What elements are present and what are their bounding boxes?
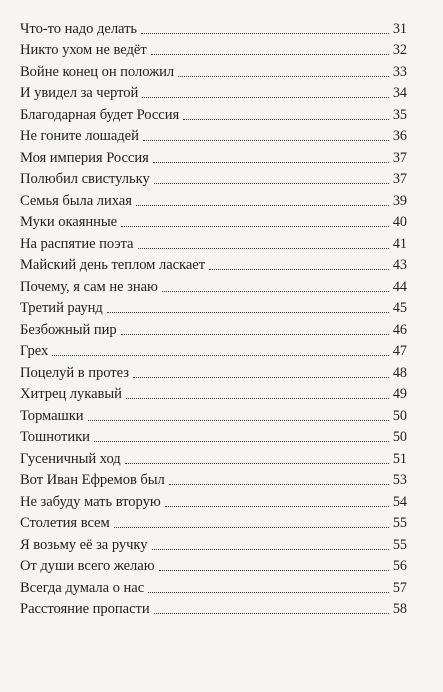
toc-entry-page-number: 44 (392, 278, 407, 295)
toc-entry-title: Третий раунд (20, 300, 103, 316)
toc-entry-title: Поцелуй в протез (20, 364, 129, 381)
toc-entry-page-number: 51 (392, 450, 407, 467)
toc-entry (20, 425, 407, 447)
toc-entry (20, 317, 407, 339)
toc-entry (20, 532, 407, 554)
dot-leader (152, 549, 390, 550)
toc-entry-title: Вот Иван Ефремов был (20, 472, 165, 488)
toc-entry-title: Хитрец лукавый (20, 386, 122, 402)
dot-leader (88, 420, 389, 421)
toc-entry (20, 403, 407, 425)
dot-leader (183, 119, 389, 120)
toc-entry-page-number: 56 (392, 558, 407, 574)
dot-leader (142, 97, 389, 98)
toc-entry-page-number: 33 (392, 63, 407, 80)
toc-entry-title: Полюбил свистульку (20, 171, 150, 187)
toc-entry-title: От души всего желаю (20, 558, 155, 574)
toc-entry-page-number: 45 (392, 300, 407, 316)
dot-leader (162, 291, 389, 292)
toc-entry-title: Благодарная будет Россия (20, 106, 180, 123)
toc-entry-title: Тормашки (20, 407, 84, 424)
toc-entry (20, 360, 407, 382)
toc-entry-page-number: 53 (392, 472, 407, 488)
dot-leader (209, 269, 389, 270)
toc-entry (20, 102, 407, 124)
toc-entry-page-number: 49 (392, 386, 407, 402)
toc-entry-title: Безбожный пир (20, 321, 117, 338)
toc-entry-title: На распятие поэта (20, 235, 134, 252)
dot-leader (165, 506, 389, 507)
toc-entry (20, 446, 407, 468)
toc-entry (20, 59, 407, 81)
toc-entry-title: Майский день теплом ласкает (20, 257, 206, 273)
toc-entry (20, 597, 407, 619)
toc-entry (20, 16, 407, 38)
toc-entry-page-number: 40 (392, 214, 407, 230)
toc-entry (20, 124, 407, 146)
dot-leader (121, 226, 389, 227)
toc-entry-title: Семья была лихая (20, 192, 132, 209)
toc-entry (20, 296, 407, 318)
toc-entry-page-number: 46 (392, 321, 407, 338)
toc-entry-page-number: 54 (392, 493, 407, 510)
toc-entry-title: Войне конец он положил (20, 63, 175, 80)
toc-entry (20, 382, 407, 404)
toc-entry-title: Что-то надо делать (20, 20, 138, 37)
toc-entry-title: Не гоните лошадей (20, 128, 139, 144)
dot-leader (94, 441, 389, 442)
dot-leader (154, 183, 389, 184)
dot-leader (138, 248, 390, 249)
toc-entry (20, 81, 407, 103)
toc-entry (20, 511, 407, 533)
toc-entry-title: Не забуду мать вторую (20, 493, 161, 510)
toc-entry-page-number: 37 (392, 171, 407, 187)
toc-entry (20, 554, 407, 576)
dot-leader (153, 162, 389, 163)
toc-entry-title: Грех (20, 343, 49, 359)
dot-leader (159, 570, 389, 571)
toc-entry-page-number: 41 (392, 235, 407, 252)
toc-entry-title: Тошнотики (20, 429, 90, 445)
toc-entry-page-number: 36 (392, 128, 407, 144)
toc-entry-page-number: 31 (392, 20, 407, 37)
toc-entry-title: Столетия всем (20, 515, 110, 531)
toc-entry (20, 575, 407, 597)
toc-entry (20, 210, 407, 232)
toc-entry-title: Всегда думала о нас (20, 579, 145, 596)
dot-leader (141, 33, 389, 34)
dot-leader (126, 398, 389, 399)
table-of-contents (0, 16, 443, 618)
toc-entry-title: Почему, я сам не знаю (20, 278, 158, 295)
toc-entry (20, 253, 407, 275)
toc-entry (20, 274, 407, 296)
toc-entry-title: Гусеничный ход (20, 450, 121, 467)
dot-leader (136, 205, 389, 206)
dot-leader (121, 334, 389, 335)
toc-entry-title: Муки окаянные (20, 214, 118, 230)
toc-entry-title: Расстояние пропасти (20, 601, 150, 617)
toc-entry-page-number: 34 (392, 85, 407, 101)
toc-entry-page-number: 39 (392, 192, 407, 209)
toc-entry-page-number: 43 (392, 257, 407, 273)
toc-entry-page-number: 50 (392, 407, 407, 424)
toc-entry-page-number: 57 (392, 579, 407, 596)
toc-entry-page-number: 47 (392, 343, 407, 359)
dot-leader (178, 76, 389, 77)
dot-leader (169, 484, 389, 485)
toc-entry-page-number: 55 (392, 536, 407, 553)
dot-leader (148, 592, 389, 593)
toc-entry-page-number: 37 (392, 149, 407, 166)
dot-leader (154, 613, 389, 614)
toc-entry (20, 231, 407, 253)
toc-entry-page-number: 35 (392, 106, 407, 123)
toc-entry-page-number: 50 (392, 429, 407, 445)
toc-entry (20, 339, 407, 361)
toc-entry (20, 468, 407, 490)
toc-entry-page-number: 55 (392, 515, 407, 531)
toc-entry-page-number: 58 (392, 601, 407, 617)
toc-entry (20, 38, 407, 60)
toc-entry-title: И увидел за чертой (20, 85, 139, 101)
toc-entry-title: Никто ухом не ведёт (20, 42, 147, 58)
toc-entry (20, 145, 407, 167)
dot-leader (114, 527, 389, 528)
toc-entry (20, 188, 407, 210)
dot-leader (151, 54, 389, 55)
dot-leader (133, 377, 389, 378)
toc-entry (20, 489, 407, 511)
toc-entry-title: Моя империя Россия (20, 149, 149, 166)
toc-entry-page-number: 48 (392, 364, 407, 381)
toc-entry-page-number: 32 (392, 42, 407, 58)
toc-entry (20, 167, 407, 189)
dot-leader (52, 355, 389, 356)
dot-leader (107, 312, 389, 313)
toc-entry-title: Я возьму её за ручку (20, 536, 148, 553)
dot-leader (143, 140, 389, 141)
dot-leader (125, 463, 389, 464)
